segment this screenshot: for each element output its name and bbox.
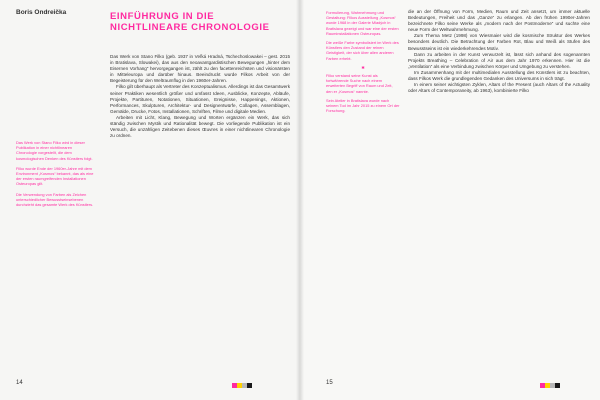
column-note: Die weiße Farbe symbolisiert im Werk des Künstlers den Zustand der reinen Geistigkeit, der sich über allen anderen Farben erhebt. xyxy=(326,40,399,61)
body-paragraph: In einem seiner wichtigsten Zyklen, Altars of the Present (auch Altars of the Actuality oder Altars of Contemporaneity, ab 1963), kombinierte Filko xyxy=(408,82,590,94)
body-paragraph: Zum Thema Metz (1998) von Wiesmaier wird die kosmische Struktur des Werkes besonders deutlich. Die Betrachtung der Farben Rot, Blau und Weiß als Stufen des Bewusstseins ist ein wiederkehrendes Motiv. xyxy=(408,33,590,51)
column-note: Filko verstand seine Kunst als fortwährende Suche nach einem erweiterten Begriff von Raum und Zeit, den er „Kosmos“ nannte. xyxy=(326,73,393,94)
column-note: Sein Atelier in Bratislava wurde nach seinem Tod im Jahr 2015 zu einem Ort der Forschung. xyxy=(326,97,400,114)
page-number-right: 15 xyxy=(326,380,333,386)
margin-note: Die Verwendung von Farben als Zeichen unterschiedlicher Bewusstseinsebenen durchzieht das gesamte Werk des Künstlers. xyxy=(16,191,94,208)
intro-text xyxy=(110,54,290,139)
color-swatches-right xyxy=(540,383,560,388)
swatch-black xyxy=(247,383,252,388)
asterisk-divider: ✱ xyxy=(361,64,365,70)
swatch-black xyxy=(555,383,560,388)
body-paragraph: die an der Öffnung von Form, Medien, Raum und Zeit ansetzt, um immer aktuelle Bedeutungen, Freiheit und das „Ganze“ zu erlangen. Ab den frühen 1990er-Jahren bezeichnete Filko seine Werke als „modern nach der Postmoderne“ und suchte eine neue Form der Weltwahrnehmung. xyxy=(408,9,590,33)
intro-paragraph: Arbeiten mit Licht, Klang, Bewegung und Worten ergänzen ein Werk, das sich ständig zwischen Mystik und Rationalität bewegt. Die vorliegende Publikation ist ein Versuch, die unzähligen Zeitebenen dieses Œuvres in einer nichtlinearen Chronologie zu ordnen. xyxy=(110,114,290,139)
margin-note: Filko wurde Ende der 1960er-Jahre mit dem Environment „Kosmos“ bekannt, das als eine der ersten raumgreifenden Installationen Osteuropas gilt. xyxy=(16,165,94,187)
book-gutter xyxy=(296,0,304,400)
column-note: Formulierung, Wahrnehmung und Gestaltung: Filkos Ausstellung „Kosmos“ wurde 1968 in der Galerie Mladých in Bratislava gezeigt und war eine der ersten Rauminstallationen Osteuropas. xyxy=(326,10,399,36)
right-main-text xyxy=(408,9,590,94)
running-head-author: Boris Ondreička xyxy=(16,9,67,16)
page-number-left: 14 xyxy=(16,380,23,386)
body-paragraph: Dann zu arbeiten in der Kunst verwurzelt ist, lässt sich anhand des sogenannten Projekts Breathing – Celebration of Air aus dem Jahr 1970 erkennen. Hier ist die „Ventilation“ als eine Verbindung zwischen Körper und Umgebung zu verstehen. xyxy=(408,51,590,69)
intro-paragraph: Das Werk von Stano Filko (geb. 1937 in Veľká Hradná, Tschechoslowakei – gest. 2015 in Bratislava, Slowakei), das aus den neoavantgardistischen Bewegungen „hinter dem Eisernen Vorhang“ hervorgegangen ist, zählt zu den facettenreichsten und visionärsten in Mitteleuropa und darüber hinaus. Beeindruckt wurde Filkos Arbeit von der Begeisterung für den Weltraumflug in den 1960er-Jahren. xyxy=(110,54,290,84)
color-swatches-left xyxy=(232,383,252,388)
intro-paragraph: Filko gilt überhaupt als Vertreter des Konzeptualismus. Allerdings ist das Gesamtwerk seiner Praktiken wesentlich größer und umfasst Ideen, Ausblicke, Konzepte, Abläufe, Projekte, Partituren, Notationen, Situationen, Ereignisse, Happenings, Aktionen, Performances, Skulpturen, Architektur- und Designentwürfe, Collagen, Assemblagen, Gemälde, Drucke, Fotos, Installationen, Schriften, Filme und digitale Medien. xyxy=(110,84,290,114)
body-paragraph: Im Zusammenhang mit der multimedialen Ausstellung des Künstlers ist zu beachten, dass Filkos Werk die grundlegenden Gedanken des Universums in sich trägt. xyxy=(408,69,590,82)
margin-note: Das Werk von Stano Filko wird in dieser Publikation in einer nichtlinearen Chronologie vorgestellt, die dem kosmologischen Denken des Künstlers folgt. xyxy=(16,140,93,161)
right-column-notes xyxy=(326,10,400,117)
chapter-title: EINFÜHRUNG IN DIE NICHTLINEARE CHRONOLOGIE xyxy=(110,11,270,33)
margin-notes xyxy=(16,140,94,212)
